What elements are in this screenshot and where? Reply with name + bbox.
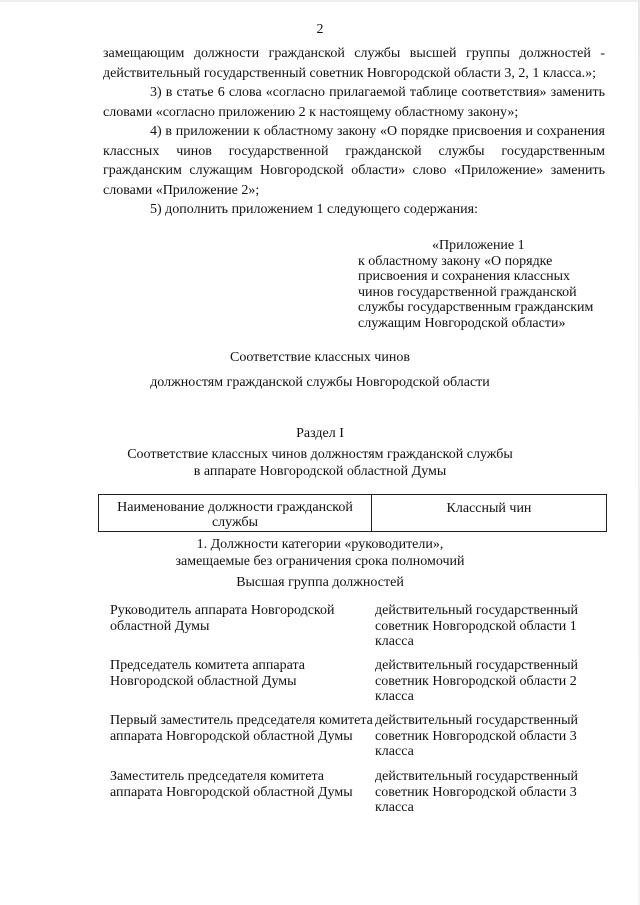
row-position: Председатель комитета аппарата Новгородской областной Думы bbox=[110, 658, 305, 689]
row-position: Первый заместитель председателя комитета аппарата Новгородской областной Думы bbox=[110, 713, 373, 744]
table-row bbox=[110, 713, 610, 760]
appendix-note-text: к областному закону «О порядке присвоения и сохранения классных чинов государственной гражданской службы государственным гражданским служащим Новгородской области» bbox=[358, 253, 594, 331]
appendix-note-title: «Приложение 1 bbox=[432, 238, 525, 253]
table-header-position: Наименование должности гражданской службы bbox=[99, 495, 372, 531]
table-row bbox=[110, 658, 610, 705]
category-line-1: 1. Должности категории «руководители», bbox=[196, 537, 444, 552]
paragraph-1: замещающим должности гражданской службы высшей группы должностей - действительный государственный советник Новгородской области 3, 2, 1 класса.»; bbox=[103, 46, 605, 81]
document-title-line-1: Соответствие классных чинов bbox=[230, 350, 410, 365]
table-header bbox=[98, 494, 607, 532]
table-row bbox=[110, 603, 610, 650]
scan-top-edge bbox=[0, 0, 640, 2]
group-title: Высшая группа должностей bbox=[236, 575, 404, 590]
row-rank: действительный государственный советник Новгородской области 1 класса bbox=[375, 603, 579, 649]
section-label: Раздел I bbox=[296, 426, 344, 441]
page-number: 2 bbox=[316, 22, 324, 37]
section-heading-line-2: в аппарате Новгородской областной Думы bbox=[193, 464, 447, 479]
table-header-rank: Классный чин bbox=[446, 501, 532, 516]
section-heading-line-1: Соответствие классных чинов должностям гражданской службы bbox=[127, 447, 513, 462]
appendix-note bbox=[358, 238, 608, 331]
row-position: Руководитель аппарата Новгородской областной Думы bbox=[110, 603, 335, 634]
paragraph-4: 5) дополнить приложением 1 следующего содержания: bbox=[150, 202, 478, 217]
category-line-2: замещаемые без ограничения срока полномочий bbox=[175, 554, 465, 569]
row-rank: действительный государственный советник Новгородской области 3 класса bbox=[375, 769, 579, 815]
table-row bbox=[110, 769, 610, 816]
row-rank: действительный государственный советник Новгородской области 2 класса bbox=[375, 658, 579, 704]
row-position: Заместитель председателя комитета аппарата Новгородской областной Думы bbox=[110, 769, 353, 800]
body-text bbox=[103, 44, 605, 220]
paragraph-3: 4) в приложении к областному закону «О порядке присвоения и сохранения классных чинов государственной гражданской службы государственным гражданским служащим Новгородской области» слово «Приложение» заменить словами «Приложение 2»; bbox=[103, 124, 605, 198]
document-title-line-2: должностям гражданской службы Новгородской области bbox=[150, 375, 490, 390]
paragraph-2: 3) в статье 6 слова «согласно прилагаемой таблице соответствия» заменить словами «согласно приложению 2 к настоящему областному закону»; bbox=[103, 85, 605, 120]
row-rank: действительный государственный советник Новгородской области 3 класса bbox=[375, 713, 579, 759]
